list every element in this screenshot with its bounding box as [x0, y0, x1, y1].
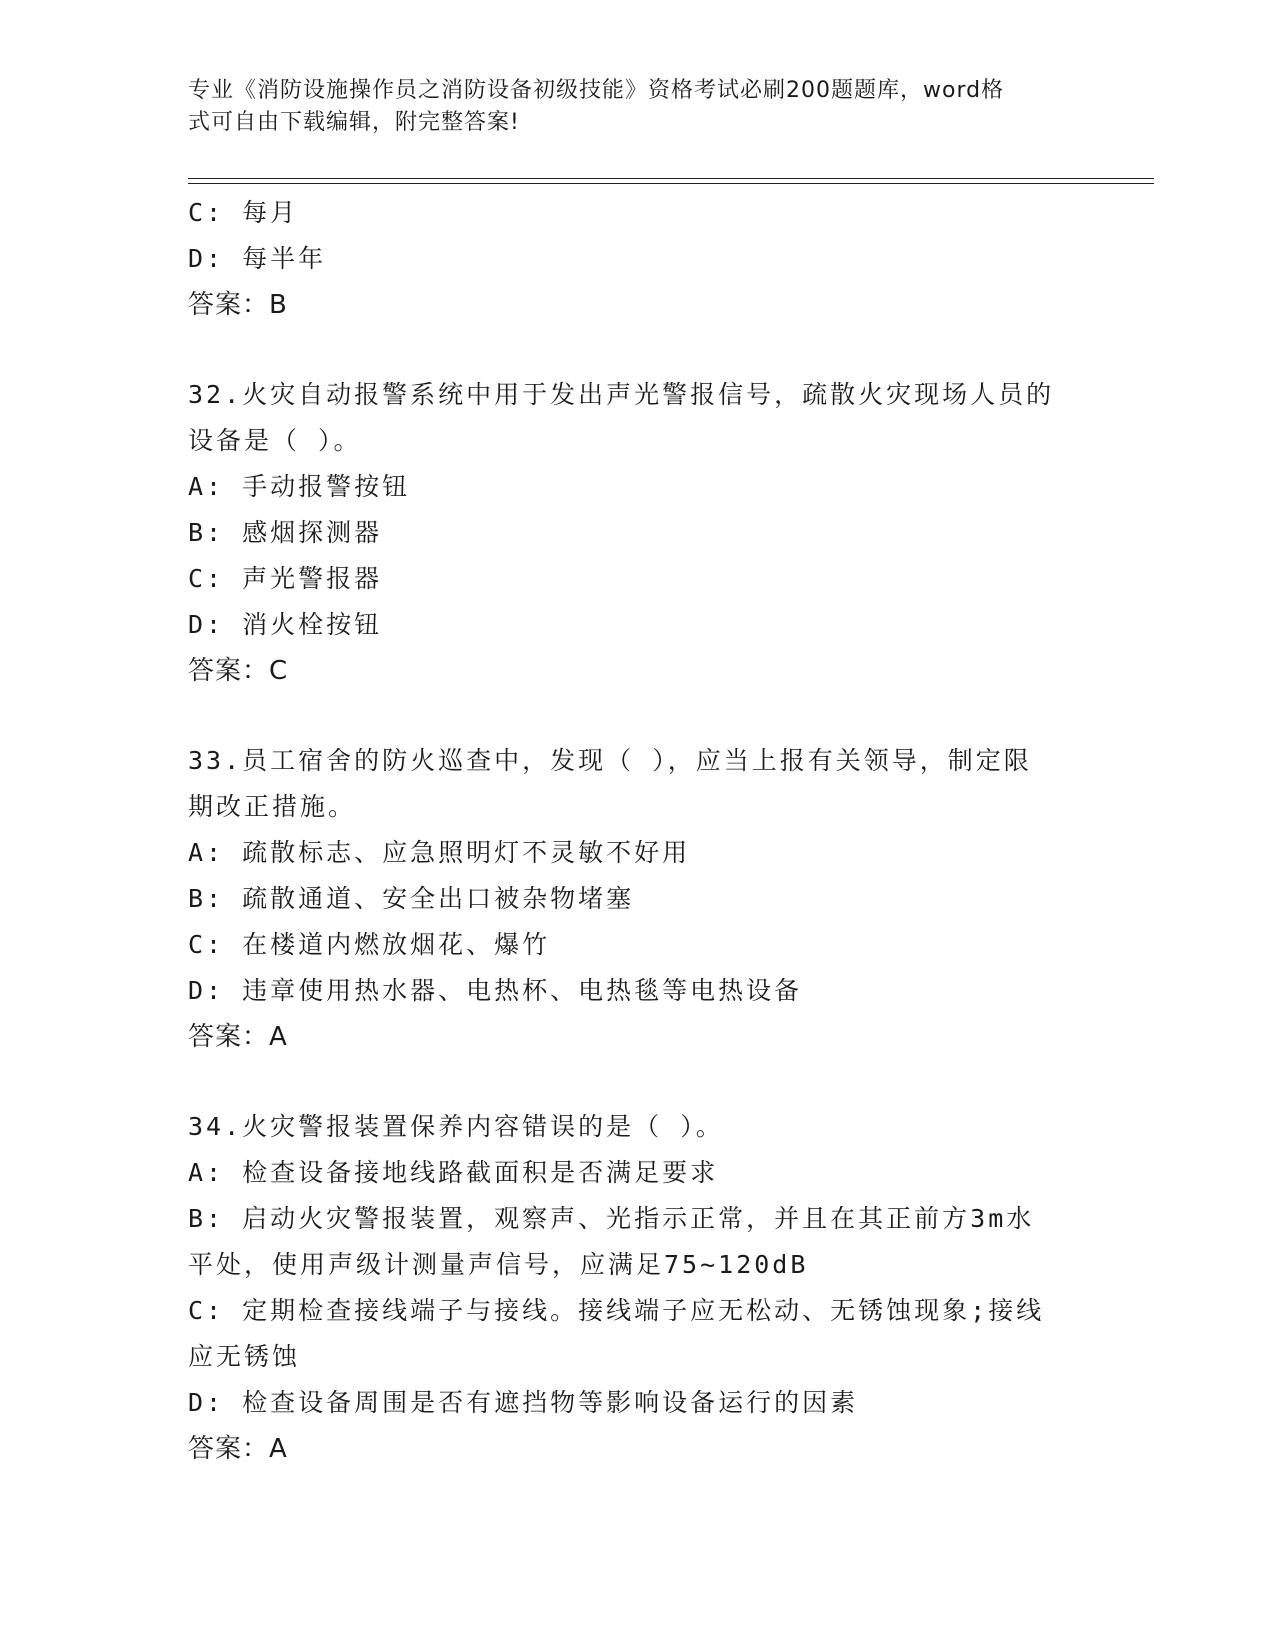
option-a: A: 检查设备接地线路截面积是否满足要求 — [188, 1158, 719, 1187]
header-divider-bottom — [188, 183, 1154, 184]
question-content — [188, 190, 1088, 1472]
question-stem: 32.火灾自动报警系统中用于发出声光警报信号，疏散火灾现场人员的 — [188, 380, 1055, 409]
question-32 — [188, 372, 1088, 694]
option-d: D: 检查设备周围是否有遮挡物等影响设备运行的因素 — [188, 1388, 859, 1417]
option-c-continued: 应无锈蚀 — [188, 1342, 301, 1371]
question-stem-continued: 设备是（ ）。 — [188, 426, 362, 455]
question-stem-continued: 期改正措施。 — [188, 792, 357, 821]
option-b: B: 启动火灾警报装置，观察声、光指示正常，并且在其正前方3m水 — [188, 1204, 1035, 1233]
option-c: C: 声光警报器 — [188, 564, 383, 593]
option-c: C: 每月 — [188, 198, 299, 227]
question-34 — [188, 1104, 1088, 1472]
option-d: D: 违章使用热水器、电热杯、电热毯等电热设备 — [188, 976, 803, 1005]
question-stem: 33.员工宿舍的防火巡查中，发现（ ），应当上报有关领导，制定限 — [188, 746, 1032, 775]
header-divider-top — [188, 178, 1154, 179]
option-b: B: 疏散通道、安全出口被杂物堵塞 — [188, 884, 635, 913]
question-stem: 34.火灾警报装置保养内容错误的是（ ）。 — [188, 1112, 724, 1141]
answer: 答案：A — [188, 1434, 288, 1464]
document-header — [188, 75, 1068, 139]
answer: 答案：B — [188, 290, 288, 320]
option-a: A: 疏散标志、应急照明灯不灵敏不好用 — [188, 838, 691, 867]
question-31-tail — [188, 190, 1088, 328]
option-a: A: 手动报警按钮 — [188, 472, 411, 501]
header-line-2: 式可自由下载编辑，附完整答案! — [188, 110, 520, 135]
option-b: B: 感烟探测器 — [188, 518, 383, 547]
option-c: C: 定期检查接线端子与接线。接线端子应无松动、无锈蚀现象;接线 — [188, 1296, 1045, 1325]
question-33 — [188, 738, 1088, 1060]
option-c: C: 在楼道内燃放烟花、爆竹 — [188, 930, 551, 959]
answer: 答案：C — [188, 656, 289, 686]
header-line-1: 专业《消防设施操作员之消防设备初级技能》资格考试必刷200题题库，word格 — [188, 78, 1005, 103]
option-d: D: 消火栓按钮 — [188, 610, 383, 639]
answer: 答案：A — [188, 1022, 288, 1052]
spacer — [188, 694, 1088, 738]
option-b-continued: 平处，使用声级计测量声信号，应满足75~120dB — [188, 1250, 809, 1279]
spacer — [188, 328, 1088, 372]
option-d: D: 每半年 — [188, 244, 327, 273]
spacer — [188, 1060, 1088, 1104]
